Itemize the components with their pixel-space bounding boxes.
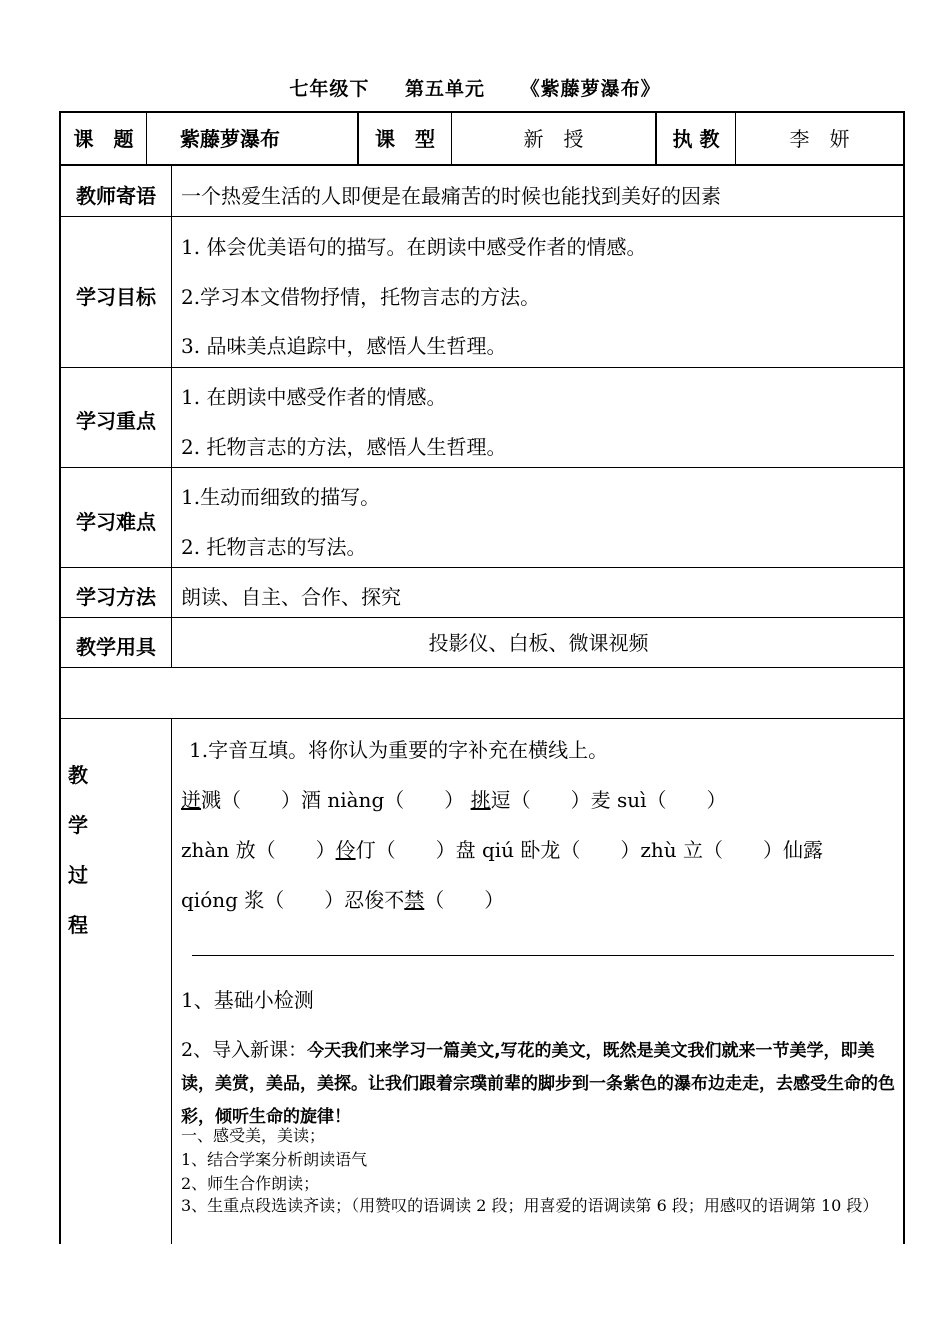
word-item: 酒 niàng（ ）	[301, 788, 465, 812]
teacher-value: 李 妍	[789, 127, 850, 151]
methods-text: 朗读、自主、合作、探究	[181, 585, 401, 609]
goal-item: 1. 体会优美语句的描写。在朗读中感受作者的情感。	[181, 235, 647, 259]
answer-line	[192, 955, 894, 956]
key-point-item: 1. 在朗读中感受作者的情感。	[181, 385, 447, 409]
word-item: 仙露	[783, 838, 824, 862]
row-divider	[59, 467, 905, 468]
step-item: 一、感受美，美读；	[181, 1126, 326, 1145]
pinyin-line-1	[181, 784, 727, 813]
process-label-char: 程	[68, 913, 88, 937]
difficulty-item: 1.生动而细致的描写。	[181, 485, 381, 509]
word-item: 盘 qiú 卧龙（ ）	[455, 838, 641, 862]
tools-label: 教学用具	[76, 635, 156, 659]
row-divider	[59, 617, 905, 618]
row-divider	[59, 667, 905, 668]
goal-item: 3. 品味美点追踪中，感悟人生哲理。	[181, 334, 507, 358]
difficulty-item: 2. 托物言志的写法。	[181, 535, 367, 559]
underlined-char: 禁	[404, 888, 425, 912]
intro-prefix: 2、导入新课：	[181, 1039, 308, 1061]
topic-value: 紫藤萝瀑布	[180, 127, 280, 151]
title-grade: 七年级下	[289, 78, 370, 100]
goals-label: 学习目标	[76, 285, 156, 309]
message-label: 教师寄语	[76, 184, 156, 208]
key-points-label: 学习重点	[76, 409, 156, 433]
process-label-char: 过	[68, 863, 88, 887]
underlined-char: 挑	[470, 788, 491, 812]
topic-label: 课 题	[73, 127, 134, 151]
word-item: 逗（ ）	[490, 788, 591, 812]
title-lesson: 《紫藤萝瀑布》	[520, 78, 661, 100]
intro-bold-text: 今天我们来学习一篇美文,写花的美文，既然是美文我们就来一节美学，即美读，美赏，美品，美探。让我们跟着宗璞前辈的脚步到一条紫色的瀑布边走走，去感受生命的色彩，倾听生命的旋律！	[181, 1041, 895, 1127]
word-item: 忍俊不	[344, 888, 405, 912]
row-divider	[59, 367, 905, 368]
word-item: 溅（ ）	[201, 788, 301, 812]
type-value: 新 授	[523, 127, 584, 151]
word-item: 仃（ ）	[355, 838, 456, 862]
row-divider	[59, 718, 905, 719]
word-item: 麦 suì（ ）	[590, 788, 727, 812]
difficulties-label: 学习难点	[76, 510, 156, 534]
pinyin-line-3	[181, 884, 504, 913]
title-unit: 第五单元	[404, 78, 485, 100]
message-text: 一个热爱生活的人即便是在最痛苦的时候也能找到美好的因素	[181, 184, 721, 208]
underlined-char: 迸	[181, 788, 201, 812]
word-item: （ ）	[424, 888, 505, 912]
row-divider	[59, 164, 905, 166]
step-item: 3、生重点段选读齐读；（用赞叹的语调读 2 段；用喜爱的语调读第 6 段；用感叹的语调第 10 段）	[181, 1196, 879, 1215]
word-item: zhù 立（ ）	[640, 838, 784, 862]
key-point-item: 2. 托物言志的方法，感悟人生哲理。	[181, 435, 507, 459]
step-item: 2、师生合作朗读；	[181, 1174, 320, 1193]
goal-item: 2.学习本文借物抒情，托物言志的方法。	[181, 285, 541, 309]
teacher-label: 执 教	[672, 127, 720, 151]
word-item: qióng 浆（ ）	[181, 888, 345, 912]
tools-text: 投影仪、白板、微课视频	[428, 631, 649, 655]
type-label: 课 型	[375, 127, 435, 151]
process-label-char: 学	[68, 813, 88, 837]
step-item: 1、结合学案分析朗读语气	[181, 1150, 368, 1169]
col-divider	[171, 718, 172, 1244]
col-divider	[171, 165, 172, 668]
col-divider	[146, 111, 147, 165]
page-title	[0, 74, 950, 101]
word-item: zhàn 放（ ）	[181, 838, 336, 862]
intro-paragraph	[181, 1035, 896, 1134]
methods-label: 学习方法	[76, 585, 156, 609]
basic-check: 1、基础小检测	[181, 988, 314, 1012]
process-label-char: 教	[68, 763, 88, 787]
row-divider	[59, 567, 905, 568]
pinyin-line-2	[181, 834, 823, 863]
exercise-title: 1.字音互填。将你认为重要的字补充在横线上。	[189, 738, 609, 762]
row-divider	[59, 216, 905, 217]
underlined-char: 伶	[335, 838, 356, 862]
